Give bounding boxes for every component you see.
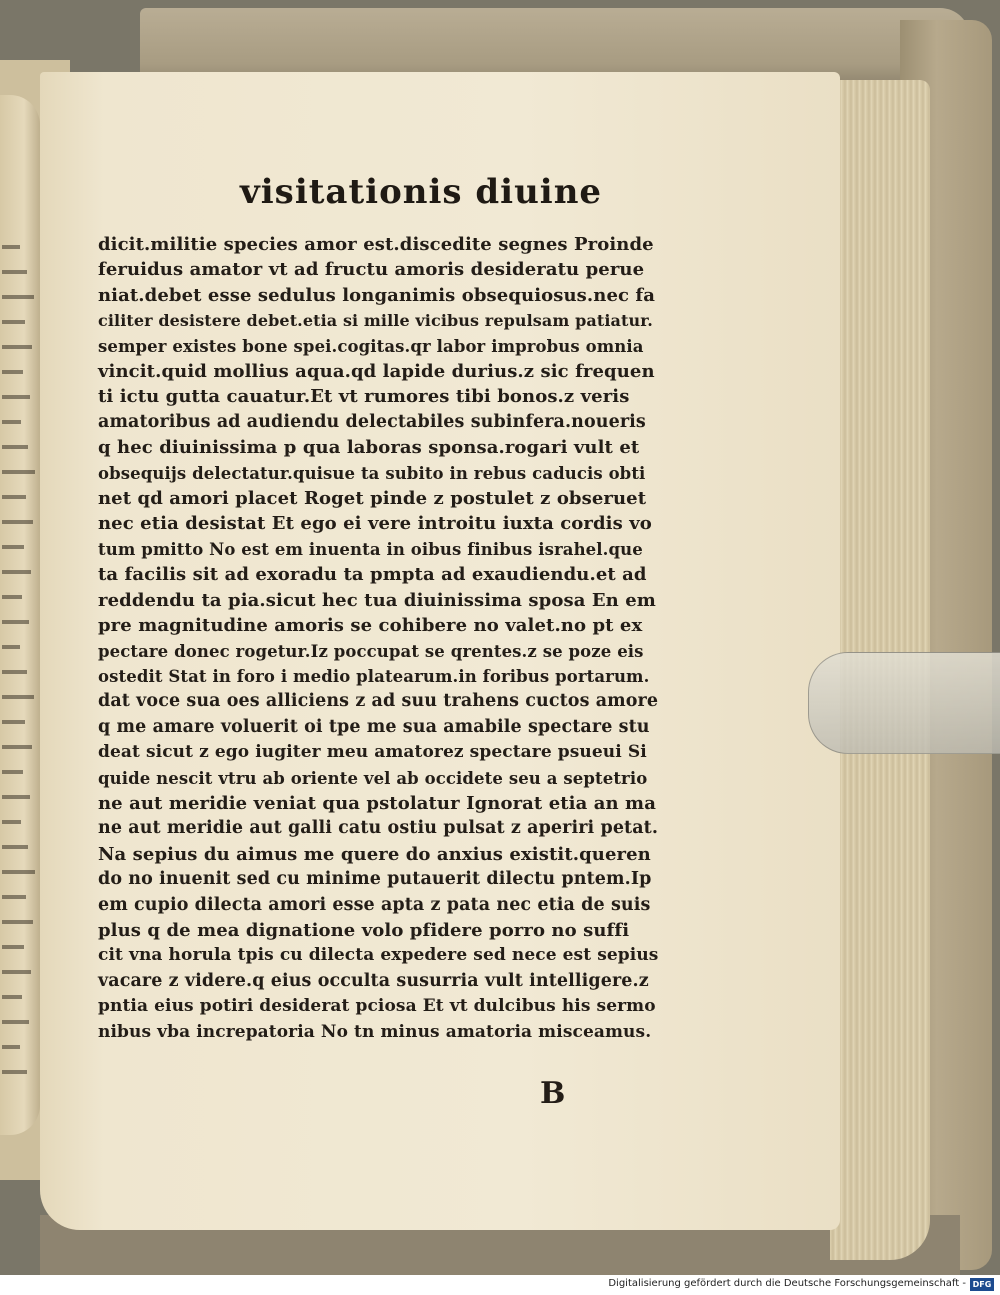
signature-mark: B — [540, 1076, 566, 1111]
text-line: niat.debet esse sedulus longanimis obsequiosus.nec fa — [98, 284, 656, 306]
left-page-text-stroke — [2, 295, 34, 299]
text-line: q hec diuinissima p qua laboras sponsa.rogari vult et — [98, 437, 640, 459]
left-page-text-stroke — [2, 620, 29, 624]
text-line: em cupio dilecta amori esse apta z pata nec etia de suis — [98, 894, 651, 915]
left-page-text-stroke — [2, 795, 30, 799]
text-line: ti ictu gutta cauatur.Et vt rumores tibi bonos.z veris — [98, 386, 630, 408]
text-line: nibus vba increpatoria No tn minus amatoria misceamus. — [98, 1021, 652, 1042]
left-page-text-stroke — [2, 970, 31, 974]
left-page-text-stroke — [2, 1020, 29, 1024]
text-line: dat voce sua oes alliciens z ad suu trahens cuctos amore — [98, 691, 659, 712]
left-page-text-stroke — [2, 570, 31, 574]
running-title: visitationis diuine — [240, 172, 603, 212]
text-line: deat sicut z ego iugiter meu amatorez spectare psueui Si — [98, 742, 647, 763]
dfg-logo: DFG — [970, 1278, 994, 1291]
left-page-fragment — [0, 95, 40, 1135]
left-page-text-stroke — [2, 995, 22, 999]
left-page-text-stroke — [2, 770, 23, 774]
text-line: feruidus amator vt ad fructu amoris desideratu perue — [98, 259, 645, 281]
left-page-text-stroke — [2, 420, 21, 424]
left-page-text-stroke — [2, 345, 32, 349]
left-page-text-stroke — [2, 695, 34, 699]
text-line: nec etia desistat Et ego ei vere introitu iuxta cordis vo — [98, 513, 652, 535]
text-line: dicit.militie species amor est.discedite segnes Proinde — [98, 234, 654, 255]
page-body — [98, 232, 658, 1045]
left-page-text-stroke — [2, 845, 28, 849]
text-line: cit vna horula tpis cu dilecta expedere sed nece est sepius — [98, 945, 659, 966]
text-line: tum pmitto No est em inuenta in oibus finibus israhel.que — [98, 539, 643, 559]
left-page-text-stroke — [2, 495, 26, 499]
bookmark-clip — [808, 652, 1000, 754]
left-page-text-stroke — [2, 745, 32, 749]
text-line: ciliter desistere debet.etia si mille vicibus repulsam patiatur. — [98, 311, 653, 331]
left-page-text-stroke — [2, 895, 26, 899]
left-page-text-stroke — [2, 595, 22, 599]
left-page-text-stroke — [2, 1045, 20, 1049]
left-page-text-stroke — [2, 395, 30, 399]
left-page-text-stroke — [2, 670, 27, 674]
left-page-text-stroke — [2, 720, 25, 724]
text-line: net qd amori placet Roget pinde z postulet z obseruet — [98, 488, 647, 510]
left-page-text-stroke — [2, 545, 24, 549]
text-line: q me amare voluerit oi tpe me sua amabile spectare stu — [98, 716, 650, 737]
text-line: vincit.quid mollius aqua.qd lapide durius.z sic frequen — [98, 361, 655, 383]
text-line: pectare donec rogetur.Iz poccupat se qrentes.z se poze eis — [98, 641, 644, 661]
text-line: ne aut meridie aut galli catu ostiu pulsat z aperiri petat. — [98, 818, 659, 839]
text-line: ostedit Stat in foro i medio platearum.in foribus portarum. — [98, 666, 650, 686]
left-page-text-stroke — [2, 945, 24, 949]
left-page-text-stroke — [2, 270, 27, 274]
left-page-text-stroke — [2, 870, 35, 874]
left-page-text-stroke — [2, 445, 28, 449]
left-page-text-stroke — [2, 370, 23, 374]
text-line: vacare z videre.q eius occulta susurria vult intelligere.z — [98, 970, 649, 991]
left-page-text-stroke — [2, 645, 20, 649]
footer-credit: Digitalisierung gefördert durch die Deutsche Forschungsgemeinschaft - — [608, 1278, 966, 1289]
text-line: ta facilis sit ad exoradu ta pmpta ad exaudiendu.et ad — [98, 564, 647, 586]
text-line: amatoribus ad audiendu delectabiles subinfera.noueris — [98, 411, 646, 432]
left-page-text-stroke — [2, 520, 33, 524]
left-page-text-stroke — [2, 245, 20, 249]
text-line: pntia eius potiri desiderat pciosa Et vt dulcibus his sermo — [98, 996, 656, 1017]
text-line: do no inuenit sed cu minime putauerit dilectu pntem.Ip — [98, 869, 652, 890]
text-line: semper existes bone spei.cogitas.qr labor improbus omnia — [98, 336, 644, 356]
left-page-text-stroke — [2, 920, 33, 924]
text-line: pre magnitudine amoris se cohibere no valet.no pt ex — [98, 615, 643, 637]
text-line: quide nescit vtru ab oriente vel ab occidete seu a septetrio — [98, 768, 648, 788]
left-page-text-stroke — [2, 320, 25, 324]
left-page-text-stroke — [2, 470, 35, 474]
text-line: Na sepius du aimus me quere do anxius existit.queren — [98, 843, 651, 865]
text-line: ne aut meridie veniat qua pstolatur Ignorat etia an ma — [98, 792, 656, 814]
text-line: reddendu ta pia.sicut hec tua diuinissima sposa En em — [98, 589, 656, 611]
text-line: obsequijs delectatur.quisue ta subito in rebus caducis obti — [98, 463, 646, 483]
footer-bar — [0, 1275, 1000, 1295]
text-line: plus q de mea dignatione volo pfidere porro no suffi — [98, 919, 630, 941]
left-page-text-stroke — [2, 1070, 27, 1074]
left-page-text-stroke — [2, 820, 21, 824]
